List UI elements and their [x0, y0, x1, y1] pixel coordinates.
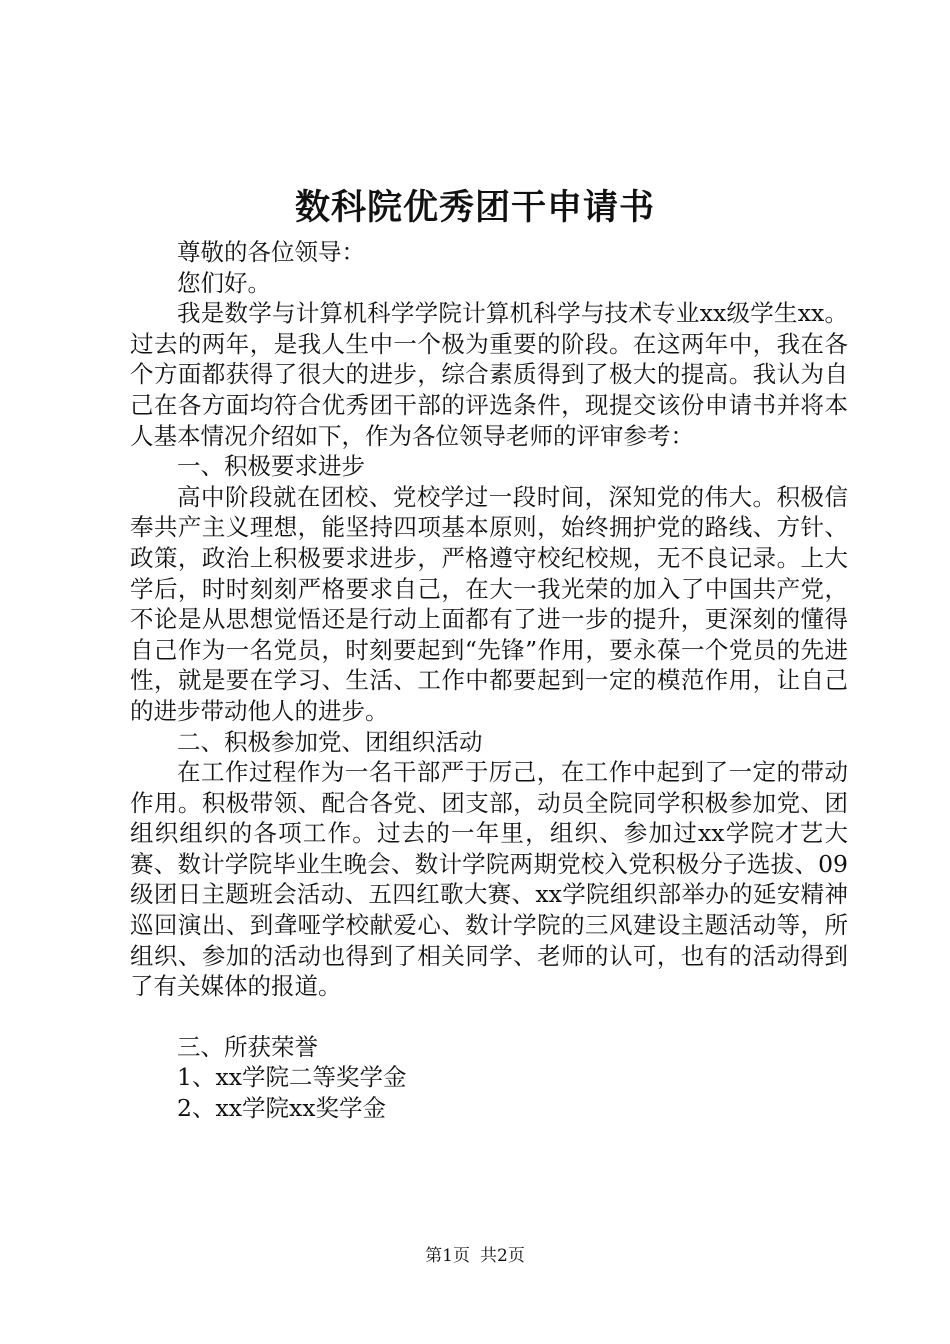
section-heading-1: 一、积极要求进步 — [177, 452, 365, 481]
section-2-paragraph: 在工作过程作为一名干部严于厉己，在工作中起到了一定的带动作用。积极带领、配合各党、团支部，动员全院同学积极参加党、团组织组织的各项工作。过去的一年里，组织、参加过xx学院才艺大赛、数计学院毕业生晚会、数计学院两期党校入党积极分子选拔、09级团日主题班会活动、五四红歌大赛、xx学院组织部举办的延安精神巡回演出、到聋哑学校献爱心、数计学院的三风建设主题活动等，所组织、参加的活动也得到了相关同学、老师的认可，也有的活动得到了有关媒体的报道。 — [130, 758, 848, 1001]
section-heading-3: 三、所获荣誉 — [177, 1032, 318, 1061]
page-total: 共2页 — [480, 1246, 525, 1266]
page-number: 第1页 — [425, 1246, 470, 1266]
section-1-paragraph: 高中阶段就在团校、党校学过一段时间，深知党的伟大。积极信奉共产主义理想，能坚持四项基本原则，始终拥护党的路线、方针、政策，政治上积极要求进步，严格遵守校纪校规，无不良记录。上大学后，时时刻刻严格要求自己，在大一我光荣的加入了中国共产党，不论是从思想觉悟还是行动上面都有了进一步的提升，更深刻的懂得自己作为一名党员，时刻要起到“先锋”作用，要永葆一个党员的先进性，就是要在学习、生活、工作中都要起到一定的模范作用，让自己的进步带动他人的进步。 — [130, 482, 848, 725]
section-heading-2: 二、积极参加党、团组织活动 — [177, 727, 483, 756]
page-footer — [0, 1243, 950, 1269]
honor-item-1: 1、xx学院二等奖学金 — [177, 1063, 407, 1092]
document-title: 数科院优秀团干申请书 — [294, 187, 655, 228]
document-body — [130, 237, 848, 1124]
salutation: 尊敬的各位领导： — [177, 238, 365, 266]
greeting: 您们好。 — [177, 268, 271, 297]
honor-item-2: 2、xx学院xx奖学金 — [177, 1094, 386, 1123]
intro-paragraph: 我是数学与计算机科学学院计算机科学与技术专业xx级学生xx。过去的两年，是我人生中一个极为重要的阶段。在这两年中，我在各个方面都获得了很大的进步，综合素质得到了极大的提高。我认为自己在各方面均符合优秀团干部的评选条件，现提交该份申请书并将本人基本情况介绍如下，作为各位领导老师的评审参考： — [130, 299, 848, 450]
